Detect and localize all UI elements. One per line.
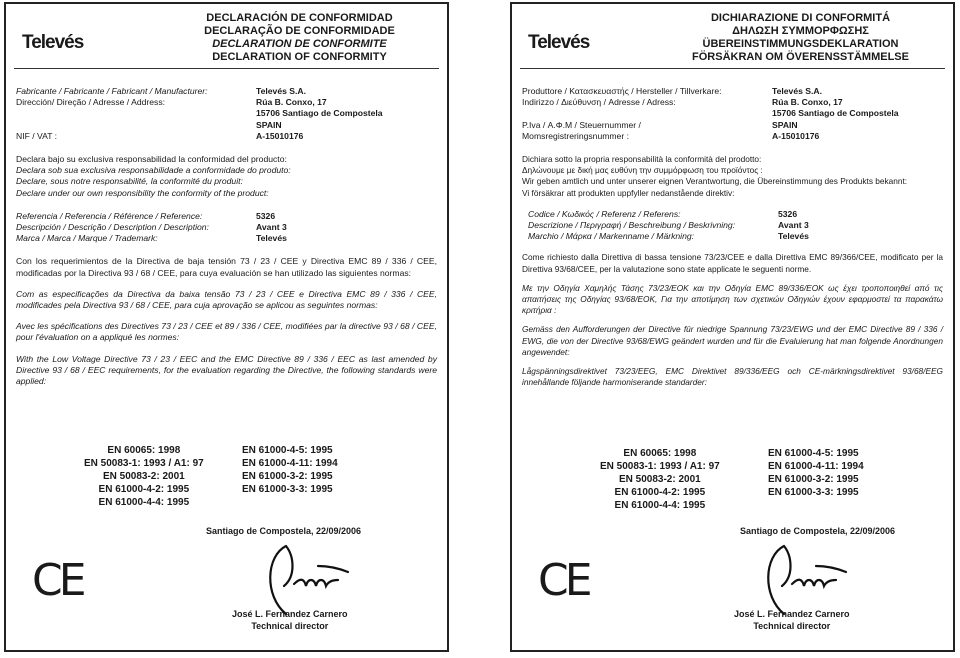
standard-item: EN 50083-1: 1993 / A1: 97 [84, 458, 204, 469]
paragraph-sv: Lågspänningsdirektivet 73/23/EEG, EMC Direktivet 89/336/EEG och CE-märkningsdirektivet 93/68/EEG innehållande följande harmoniserande standarder: [522, 366, 943, 388]
title-it: DICHIARAZIONE DI CONFORMITÁ [710, 12, 891, 24]
address-line-3: SPAIN [772, 119, 798, 130]
declare-el: Δηλώνουμε με δική μας ευθύνη την συμμόρφωση του προϊόντος : [522, 165, 763, 176]
paragraph-fr: Avec les spécifications des Directives 73 / 23 / CEE et 89 / 336 / CEE, modifiées par la directive 93 / 68 / CEE, pour l'évaluation on a appliqué les normes: [16, 321, 437, 343]
standard-item: EN 50083-1: 1993 / A1: 97 [600, 461, 720, 472]
page-header [14, 8, 439, 69]
standard-item: EN 50083-2: 2001 [102, 471, 185, 482]
description-label: Descrizione / Περιγραφή / Beschreibung / Beskrivning: [528, 220, 736, 231]
standards-column-1 [600, 447, 720, 512]
declaration-page-right [510, 2, 955, 652]
nif-label-1: P.Iva / Α.Φ.Μ / Steuernummer / [522, 119, 641, 130]
address-line-1: Rúa B. Conxo, 17 [256, 97, 327, 108]
declare-en: Declare under our own responsibility the conformity of the product: [16, 187, 269, 198]
declare-es: Declara bajo su exclusiva responsabilidad la conformidad del producto: [16, 154, 287, 165]
standard-item: EN 61000-3-3: 1995 [242, 484, 333, 495]
ce-mark: CE [32, 555, 83, 606]
nif-value: A-15010176 [256, 130, 304, 141]
signer-title: Technical director [753, 621, 831, 631]
paragraph-en: With the Low Voltage Directive 73 / 23 / EEC and the EMC Directive 89 / 336 / EEC as last amended by Directive 93 / 68 / EEC requirements, for the evaluation regarding the Directive, the following standards were applied: [16, 353, 437, 387]
manufacturer-value: Televés S.A. [772, 86, 822, 96]
standard-item: EN 61000-4-5: 1995 [242, 445, 333, 456]
standard-item: EN 61000-3-3: 1995 [768, 487, 859, 498]
declare-sv: Vi försäkrar att produkten uppfyller nedanstående direktiv: [522, 187, 735, 198]
document-body [16, 86, 437, 387]
manufacturer-value: Televés S.A. [256, 86, 306, 96]
declare-block [16, 154, 437, 199]
declare-block [522, 154, 943, 199]
standard-item: EN 61000-4-11: 1994 [242, 458, 338, 469]
nif-label-2: Momsregistreringsnummer : [522, 130, 629, 141]
manufacturer-label: Fabricante / Fabricante / Fabricant / Manufacturer: [16, 86, 208, 96]
product-block [16, 211, 437, 245]
reference-label: Codice / Κωδικός / Referenz / Referens: [528, 208, 681, 219]
televes-logo: Televés [528, 32, 590, 53]
standard-item: EN 61000-4-2: 1995 [98, 484, 190, 495]
title-es: DECLARACIÓN DE CONFORMIDAD [206, 12, 393, 24]
address-line-2: 15706 Santiago de Compostela [772, 108, 899, 119]
televes-logo: Televés [22, 32, 84, 53]
trademark-label: Marca / Marca / Marque / Trademark: [16, 233, 158, 244]
title-fr: DECLARATION DE CONFORMITE [212, 38, 387, 50]
paragraph-es: Con los requerimientos de la Directiva de baja tensión 73 / 23 / CEE y Directiva EMC 89 / 336 / CEE, modificadas por la Directiva 93 / 68 / CEE, para cuya evaluación se han utilizado las siguientes normas: [16, 256, 437, 278]
declare-de: Wir geben amtlich und unter unserer eignen Verantwortung, die Übereinstimmung des Produkts bekannt: [522, 176, 908, 187]
title-en: DECLARATION OF CONFORMITY [212, 51, 387, 63]
reference-value: 5326 [256, 210, 276, 221]
declaration-page-left [4, 2, 449, 652]
standards-column-2 [768, 447, 864, 499]
signer-name: José L. Fernandez Carnero [734, 609, 850, 619]
standard-item: EN 61000-4-4: 1995 [98, 497, 190, 508]
title-el: ΔΗΛΩΣΗ ΣΥΜΜΟΡΦΩΣΗΣ [732, 25, 869, 37]
declare-fr: Declare, sous notre responsabilité, la conformité du produit: [16, 176, 243, 187]
signature [744, 536, 864, 616]
description-value: Avant 3 [778, 220, 809, 231]
document-titles [164, 12, 435, 64]
reference-value: 5326 [778, 208, 798, 219]
standard-item: EN 50083-2: 2001 [618, 474, 701, 485]
standard-item: EN 61000-4-2: 1995 [614, 487, 706, 498]
address-line-3: SPAIN [256, 119, 282, 130]
standards-column-1 [84, 444, 204, 509]
paragraph-pt: Com as especificações da Directiva da baixa tensão 73 / 23 / CEE e Directiva EMC 89 / 336 / CEE, modificades pela Directiva 93 / 68 / CEE, para cuja aprovação se aplicou as seguintes normas: [16, 288, 437, 311]
product-block [522, 209, 943, 243]
declare-it: Dichiara sotto la propria responsabilità la conformità del prodotto: [522, 154, 762, 165]
place-date: Santiago de Compostela, 22/09/2006 [740, 526, 896, 536]
document-body [522, 86, 943, 388]
description-label: Descripción / Descrição / Description / Description: [16, 222, 209, 233]
paragraph-el: Με την Οδηγία Χαμηλής Τάσης 73/23/ΕΟΚ και την Οδηγία EMC 89/336/ΕΟΚ ως έχει τροποποιηθεί από τις απαιτήσεις της Οδηγίας 93/68/ΕΟΚ, Για την αποτίμηση των σχετικών Οδηγιών έχουν εφαρμοστεί τα παρακάτω κριτήρια : [522, 282, 943, 316]
nif-value: A-15010176 [772, 130, 820, 141]
title-pt: DECLARAÇÃO DE CONFORMIDADE [204, 25, 395, 37]
signature [246, 536, 366, 616]
standard-item: EN 61000-3-2: 1995 [242, 471, 333, 482]
declare-pt: Declara sob sua exclusiva responsabilidade a conformidade do produto: [16, 165, 291, 176]
paragraph-it: Come richiesto dalla Direttiva di bassa tensione 73/23/CEE e dalla Direttiva EMC 89/366/CEE, modificato per la Direttiva 93/68/CEE, per la valutazione sono state applicate le seguenti norme. [522, 252, 943, 274]
page-header [520, 8, 945, 69]
standard-item: EN 60065: 1998 [623, 448, 697, 459]
standards-column-2 [242, 444, 338, 496]
signer-name: José L. Fernandez Carnero [232, 609, 348, 619]
signer-block [734, 608, 850, 632]
ce-mark: CE [538, 555, 589, 606]
signer-block [232, 608, 348, 632]
standard-item: EN 61000-4-11: 1994 [768, 461, 864, 472]
standard-item: EN 60065: 1998 [107, 445, 181, 456]
paragraph-de: Gemäss den Aufforderungen der Directive für niedrige Spannung 73/23/EWG und der EMC Directive 89 / 336 / EWG, die von der Directive 93/68/EWG geändert wurden und für die Evaluierung hat man folgende Anordnungen angewendet: [522, 324, 943, 357]
reference-label: Referencia / Referencia / Référence / Reference: [16, 210, 203, 221]
address-line-1: Rúa B. Conxo, 17 [772, 97, 843, 108]
title-sv: FÖRSÄKRAN OM ÖVERENSSTÄMMELSE [692, 51, 909, 63]
title-de: ÜBEREINSTIMMUNGSDEKLARATION [702, 38, 899, 50]
trademark-value: Televés [256, 233, 287, 244]
document-titles [660, 12, 941, 64]
description-value: Avant 3 [256, 222, 287, 233]
address-line-2: 15706 Santiago de Compostela [256, 108, 383, 119]
standard-item: EN 61000-4-5: 1995 [768, 448, 859, 459]
place-date: Santiago de Compostela, 22/09/2006 [206, 526, 362, 536]
nif-label: NIF / VAT : [16, 130, 58, 141]
trademark-value: Televés [778, 231, 809, 242]
signer-title: Technical director [251, 621, 329, 631]
address-label: Indirizzo / Διεύθυνση / Adresse / Adress: [522, 97, 676, 108]
manufacturer-label: Produttore / Κατασκευαστής / Hersteller / Tillverkare: [522, 86, 722, 96]
address-label: Dirección/ Direção / Adresse / Address: [16, 97, 166, 108]
standard-item: EN 61000-3-2: 1995 [768, 474, 859, 485]
standard-item: EN 61000-4-4: 1995 [614, 500, 706, 511]
trademark-label: Marchio / Μάρκα / Markenname / Märkning: [528, 231, 695, 242]
